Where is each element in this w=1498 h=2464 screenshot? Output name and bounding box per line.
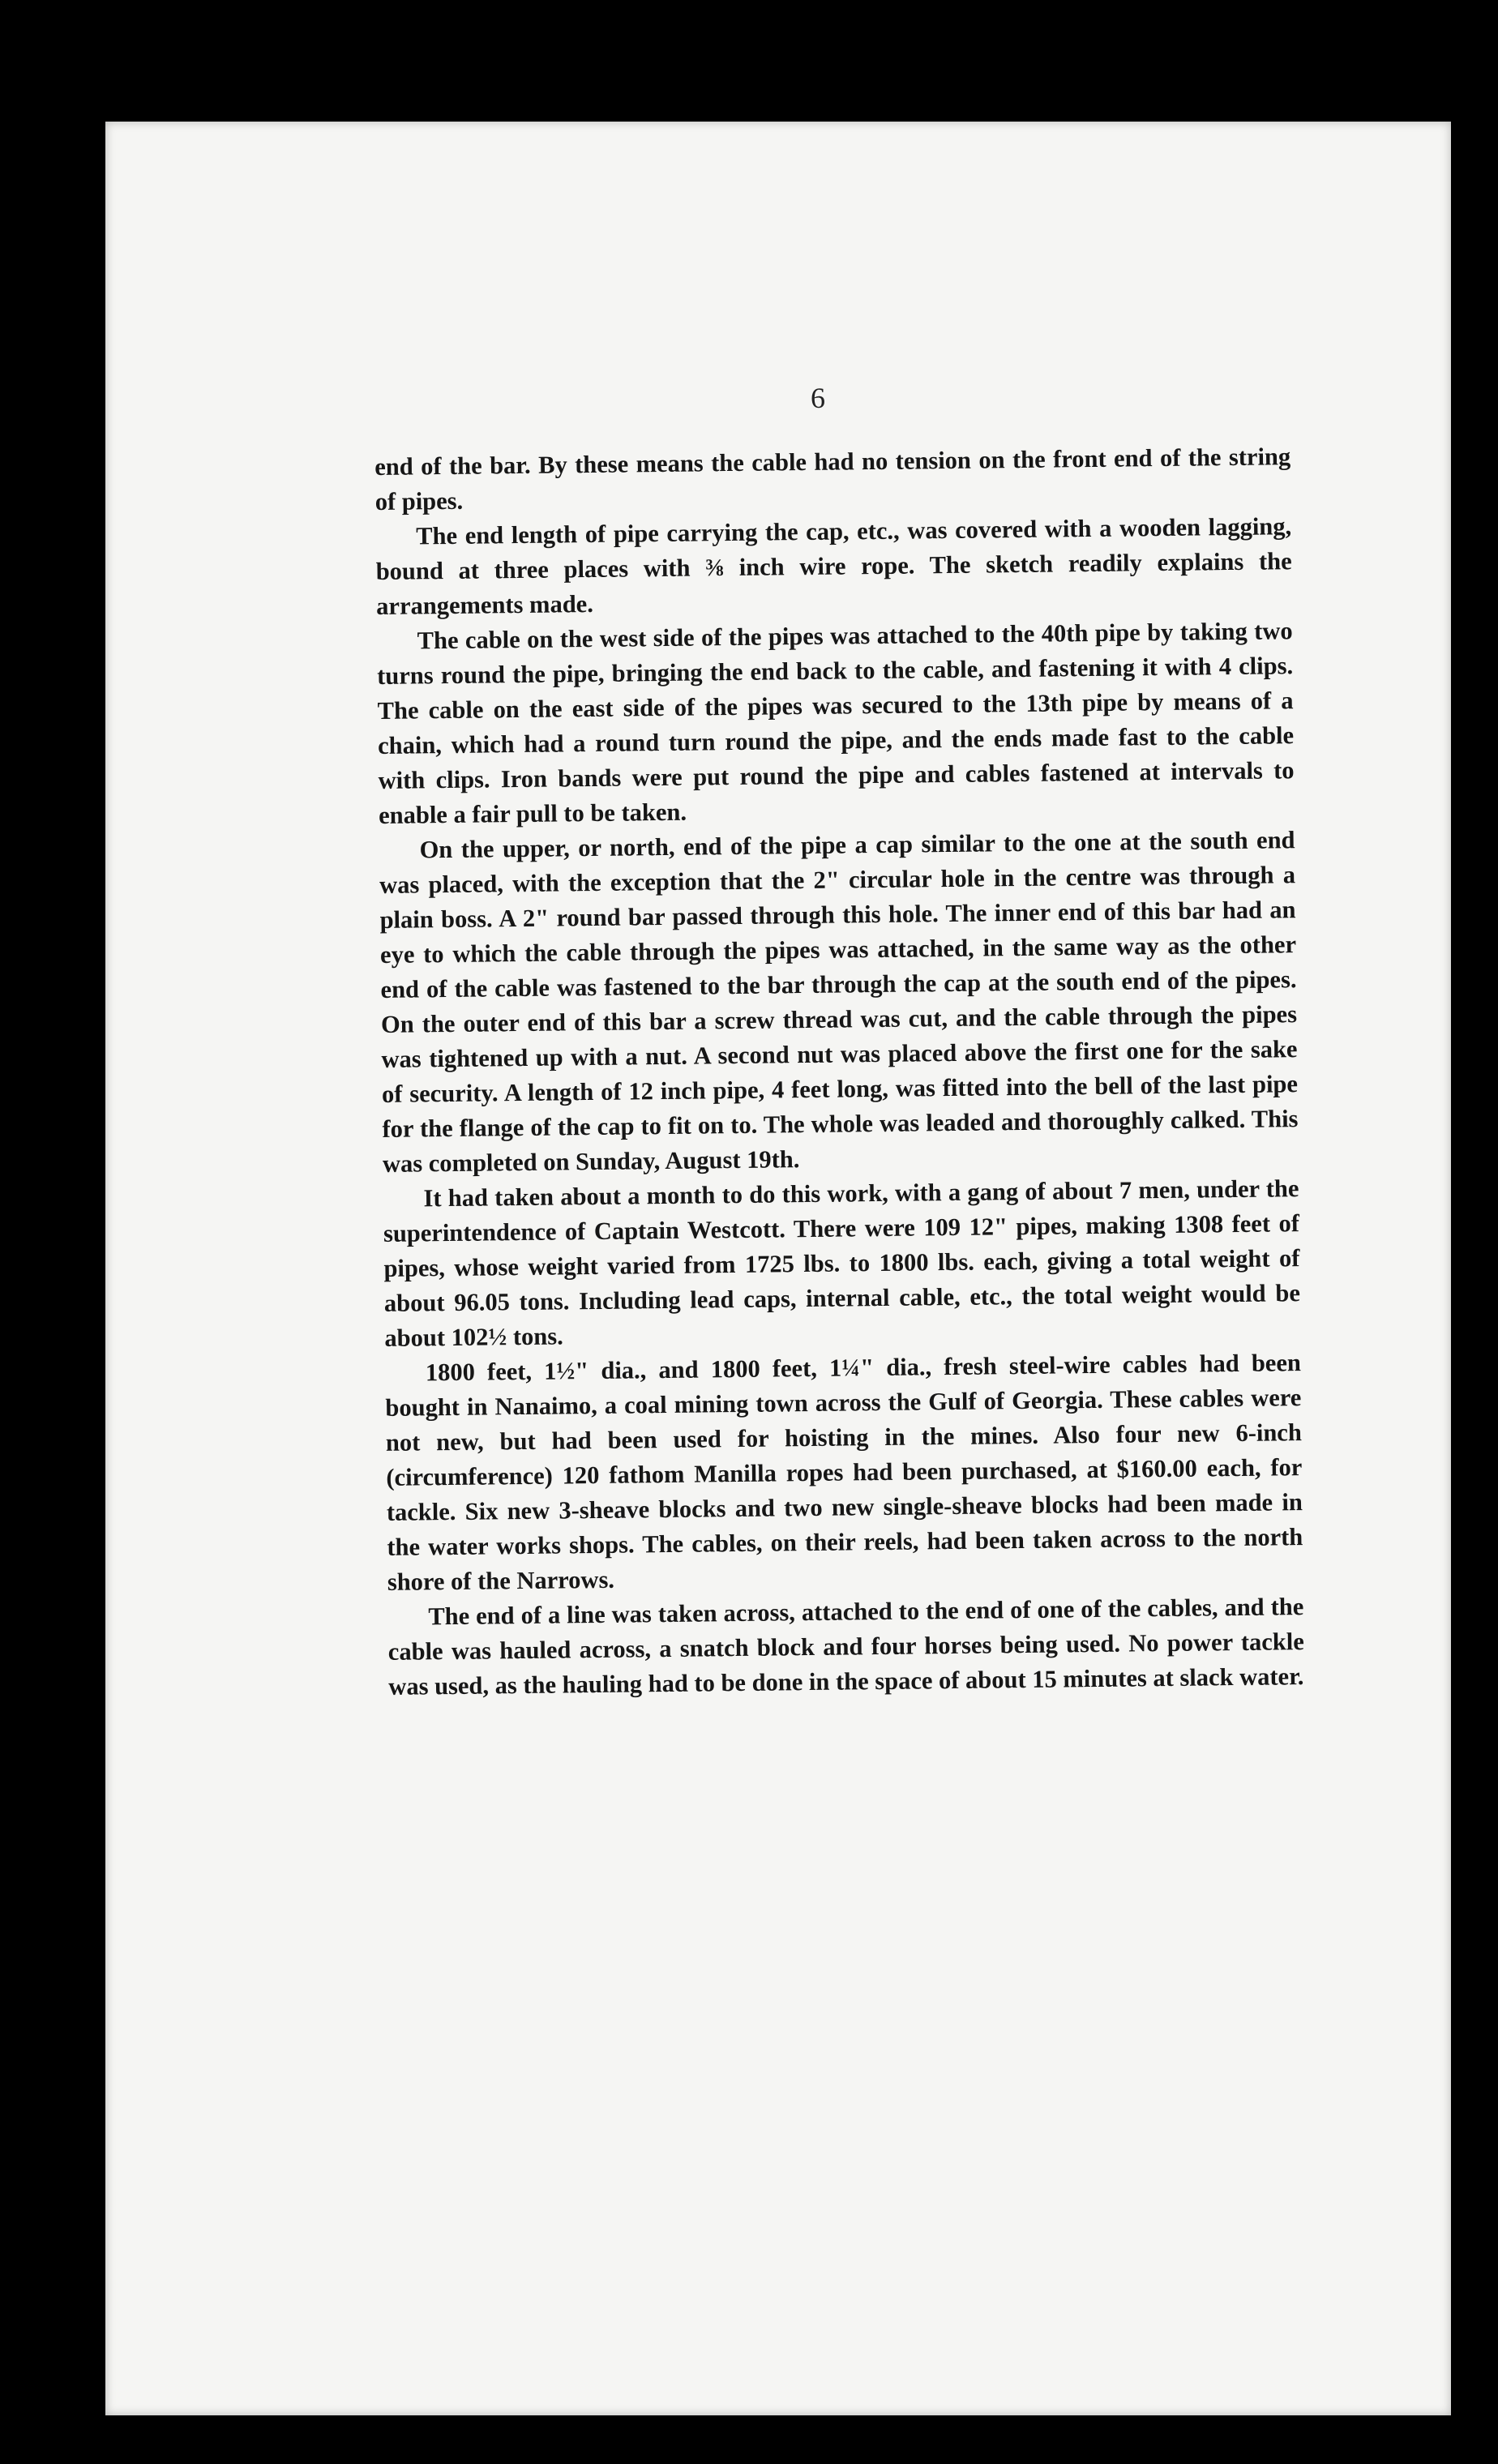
paragraph-7: The end of a line was taken across, attached to the end of one of the cables, and the cable was hauled across, a snatch block and four horses being used. No power tackle was used, as the hauling had to be done in the space of about 15 minutes at slack water. xyxy=(387,1593,1304,1700)
paragraph-2: The end length of pipe carrying the cap, etc., was covered with a wooden lagging, bound at three places with ⅜ inch wire rope. The sketch readily explains the arrangements made. xyxy=(375,512,1292,620)
paragraph-1: end of the bar. By these means the cable had no tension on the front end of the string of pipes. xyxy=(374,443,1291,515)
paragraph-4: On the upper, or north, end of the pipe a cap similar to the one at the south end was placed, with the exception that the 2" circular hole in the centre was through a plain boss. A 2" round bar passed through this hole. The inner end of this bar had an eye to which the cable through the pipes was attached, in the same way as the other end of the cable was fastened to the bar through the cap at the south end of the pipes. On the outer end of this bar a screw thread was cut, and the cable through the pipes was tightened up with a nut. A second nut was placed above the first one for the sake of security. A length of 12 inch pipe, 4 feet long, was fitted into the bell of the last pipe for the flange of the cap to fit on to. The whole was leaded and thoroughly calked. This was completed on Sunday, August 19th. xyxy=(379,826,1299,1178)
paragraph-3: The cable on the west side of the pipes was attached to the 40th pipe by taking two turns round the pipe, bringing the end back to the cable, and fastening it with 4 clips. The cable on the east side of the pipes was secured to the 13th pipe by means of a chain, which had a round turn round the pipe, and the ends made fast to the cable with clips. Iron bands were put round the pipe and cables fastened at intervals to enable a fair pull to be taken. xyxy=(376,617,1295,829)
page-number: 6 xyxy=(811,382,825,414)
paragraph-6: 1800 feet, 1½" dia., and 1800 feet, 1¼" dia., fresh steel-wire cables had been bought in Nanaimo, a coal mining town across the Gulf of Georgia. These cables were not new, but had been used for hoisting in the mines. Also four new 6-inch (circumference) 120 fathom Manilla ropes had been purchased, at $160.00 each, for tackle. Six new 3-sheave blocks and two new single-sheave blocks had been made in the water works shops. The cables, on their reels, had been taken across to the north shore of the Narrows. xyxy=(385,1349,1303,1596)
paragraph-5: It had taken about a month to do this work, with a gang of about 7 men, under the superintendence of Captain Westcott. There were 109 12" pipes, making 1308 feet of pipes, whose weight varied from 1725 lbs. to 1800 lbs. each, giving a total weight of about 96.05 tons. Including lead caps, internal cable, etc., the total weight would be about 102½ tons. xyxy=(383,1174,1301,1352)
body-text xyxy=(374,439,1304,1705)
